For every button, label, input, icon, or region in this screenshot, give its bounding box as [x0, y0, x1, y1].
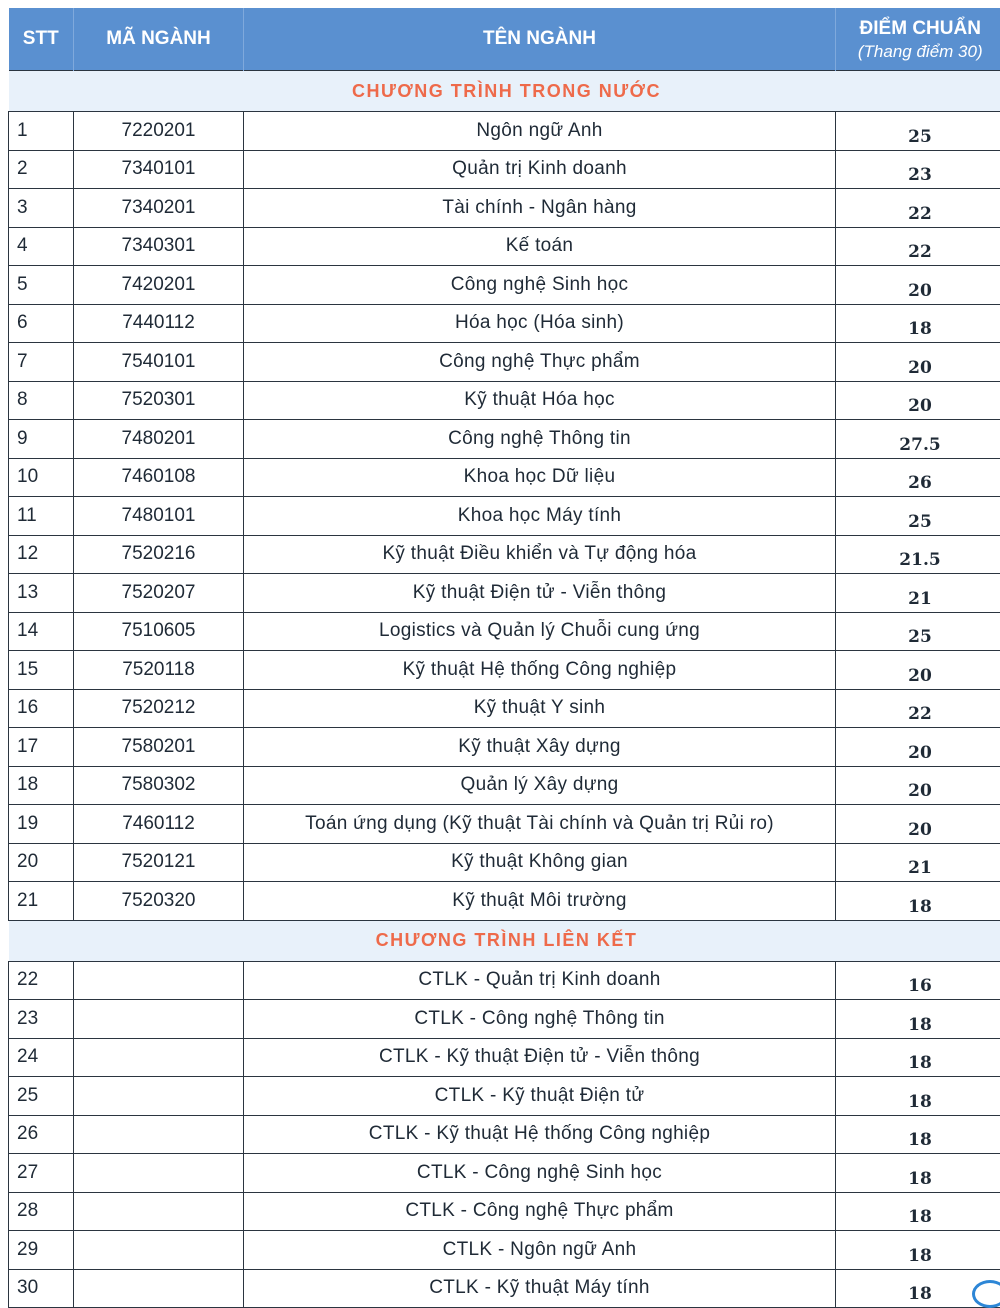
- cell-stt: 14: [9, 612, 74, 651]
- cell-score: 22: [836, 689, 1000, 728]
- cell-code: [74, 1038, 244, 1077]
- cell-name: Quản trị Kinh doanh: [244, 150, 836, 189]
- cell-stt: 29: [9, 1231, 74, 1270]
- cell-score: 18: [836, 1231, 1000, 1270]
- cell-name: Quản lý Xây dựng: [244, 766, 836, 805]
- cell-stt: 3: [9, 189, 74, 228]
- cell-stt: 28: [9, 1192, 74, 1231]
- cell-name: Hóa học (Hóa sinh): [244, 304, 836, 343]
- cell-name: Công nghệ Thực phẩm: [244, 343, 836, 382]
- cell-stt: 10: [9, 458, 74, 497]
- cell-name: Kỹ thuật Y sinh: [244, 689, 836, 728]
- table-header: [9, 8, 1000, 71]
- cell-score: 22: [836, 189, 1000, 228]
- cell-stt: 25: [9, 1077, 74, 1116]
- cell-code: 7520207: [74, 574, 244, 613]
- cell-code: 7480101: [74, 497, 244, 536]
- cell-name: Kỹ thuật Xây dựng: [244, 728, 836, 767]
- cell-stt: 7: [9, 343, 74, 382]
- cell-stt: 30: [9, 1269, 74, 1308]
- cell-name: Kỹ thuật Không gian: [244, 843, 836, 882]
- cell-stt: 22: [9, 961, 74, 1000]
- cell-score: 20: [836, 266, 1000, 305]
- cell-score: 18: [836, 1192, 1000, 1231]
- cell-score: 27.5: [836, 420, 1000, 459]
- cell-name: Kỹ thuật Hệ thống Công nghiệp: [244, 651, 836, 690]
- cell-stt: 19: [9, 805, 74, 844]
- table-row: [9, 1154, 1000, 1193]
- cell-stt: 15: [9, 651, 74, 690]
- section-title: CHƯƠNG TRÌNH LIÊN KẾT: [9, 920, 1000, 961]
- cell-score: 18: [836, 882, 1000, 921]
- table-row: [9, 150, 1000, 189]
- section-title: CHƯƠNG TRÌNH TRONG NƯỚC: [9, 71, 1000, 112]
- table-row: [9, 843, 1000, 882]
- cell-score: 25: [836, 497, 1000, 536]
- cell-score: 20: [836, 381, 1000, 420]
- cell-stt: 2: [9, 150, 74, 189]
- cell-code: 7580201: [74, 728, 244, 767]
- cell-code: 7520301: [74, 381, 244, 420]
- cell-score: 20: [836, 805, 1000, 844]
- header-name: TÊN NGÀNH: [244, 8, 836, 71]
- section-row: [9, 920, 1000, 961]
- cell-code: 7460108: [74, 458, 244, 497]
- cell-name: Kỹ thuật Môi trường: [244, 882, 836, 921]
- cell-code: 7480201: [74, 420, 244, 459]
- cell-code: 7520212: [74, 689, 244, 728]
- cell-score: 18: [836, 1077, 1000, 1116]
- table-row: [9, 458, 1000, 497]
- cell-stt: 18: [9, 766, 74, 805]
- table-row: [9, 189, 1000, 228]
- table-row: [9, 1192, 1000, 1231]
- cell-name: Ngôn ngữ Anh: [244, 112, 836, 151]
- header-score: [836, 8, 1000, 71]
- table-row: [9, 1038, 1000, 1077]
- table-row: [9, 805, 1000, 844]
- score-table-container: [8, 8, 1000, 1308]
- table-row: [9, 574, 1000, 613]
- cell-name: Khoa học Dữ liệu: [244, 458, 836, 497]
- table-row: [9, 1000, 1000, 1039]
- cell-score: 18: [836, 1115, 1000, 1154]
- table-row: [9, 266, 1000, 305]
- table-row: [9, 728, 1000, 767]
- cell-code: [74, 1192, 244, 1231]
- cell-name: CTLK - Kỹ thuật Điện tử: [244, 1077, 836, 1116]
- cell-name: Khoa học Máy tính: [244, 497, 836, 536]
- cell-score: 18: [836, 1154, 1000, 1193]
- table-row: [9, 304, 1000, 343]
- cell-score: 18: [836, 1269, 1000, 1308]
- cell-name: Logistics và Quản lý Chuỗi cung ứng: [244, 612, 836, 651]
- cell-name: CTLK - Ngôn ngữ Anh: [244, 1231, 836, 1270]
- cell-score: 20: [836, 766, 1000, 805]
- table-row: [9, 882, 1000, 921]
- cell-stt: 5: [9, 266, 74, 305]
- cell-name: CTLK - Kỹ thuật Máy tính: [244, 1269, 836, 1308]
- cell-stt: 21: [9, 882, 74, 921]
- cell-score: 23: [836, 150, 1000, 189]
- cell-stt: 26: [9, 1115, 74, 1154]
- table-row: [9, 1077, 1000, 1116]
- cell-stt: 8: [9, 381, 74, 420]
- cell-code: [74, 1000, 244, 1039]
- cell-code: 7460112: [74, 805, 244, 844]
- cell-code: [74, 1269, 244, 1308]
- cell-score: 18: [836, 304, 1000, 343]
- cell-score: 21: [836, 843, 1000, 882]
- cell-name: Kế toán: [244, 227, 836, 266]
- cell-score: 26: [836, 458, 1000, 497]
- cell-score: 21.5: [836, 535, 1000, 574]
- table-row: [9, 343, 1000, 382]
- cell-score: 18: [836, 1000, 1000, 1039]
- cell-name: Tài chính - Ngân hàng: [244, 189, 836, 228]
- table-row: [9, 1269, 1000, 1308]
- cell-code: 7220201: [74, 112, 244, 151]
- table-row: [9, 535, 1000, 574]
- page-corner-mark: [972, 1280, 1000, 1308]
- table-row: [9, 1231, 1000, 1270]
- cell-score: 25: [836, 112, 1000, 151]
- cell-stt: 4: [9, 227, 74, 266]
- cell-code: [74, 1154, 244, 1193]
- table-row: [9, 961, 1000, 1000]
- cell-score: 22: [836, 227, 1000, 266]
- table-row: [9, 381, 1000, 420]
- cell-code: 7520118: [74, 651, 244, 690]
- table-row: [9, 420, 1000, 459]
- cell-stt: 6: [9, 304, 74, 343]
- cell-code: 7520121: [74, 843, 244, 882]
- cell-code: [74, 1231, 244, 1270]
- header-code: MÃ NGÀNH: [74, 8, 244, 71]
- cell-stt: 23: [9, 1000, 74, 1039]
- cell-stt: 24: [9, 1038, 74, 1077]
- cell-stt: 16: [9, 689, 74, 728]
- cell-name: Kỹ thuật Hóa học: [244, 381, 836, 420]
- cell-score: 20: [836, 728, 1000, 767]
- cell-stt: 11: [9, 497, 74, 536]
- table-row: [9, 112, 1000, 151]
- cell-name: CTLK - Công nghệ Thông tin: [244, 1000, 836, 1039]
- cell-name: Công nghệ Thông tin: [244, 420, 836, 459]
- cell-stt: 9: [9, 420, 74, 459]
- cell-name: Toán ứng dụng (Kỹ thuật Tài chính và Quản trị Rủi ro): [244, 805, 836, 844]
- cell-code: 7520320: [74, 882, 244, 921]
- cell-stt: 1: [9, 112, 74, 151]
- table-row: [9, 612, 1000, 651]
- cell-code: 7540101: [74, 343, 244, 382]
- table-row: [9, 1115, 1000, 1154]
- cell-stt: 12: [9, 535, 74, 574]
- header-score-note: (Thang điểm 30): [836, 42, 1000, 62]
- cell-name: CTLK - Công nghệ Thực phẩm: [244, 1192, 836, 1231]
- cell-score: 25: [836, 612, 1000, 651]
- section-row: [9, 71, 1000, 112]
- cell-code: 7340301: [74, 227, 244, 266]
- header-score-label: ĐIỂM CHUẨN: [836, 18, 1000, 40]
- cell-name: CTLK - Kỹ thuật Hệ thống Công nghiệp: [244, 1115, 836, 1154]
- cell-code: [74, 961, 244, 1000]
- cell-score: 16: [836, 961, 1000, 1000]
- cell-score: 18: [836, 1038, 1000, 1077]
- header-stt: STT: [9, 8, 74, 71]
- table-row: [9, 766, 1000, 805]
- cell-code: 7580302: [74, 766, 244, 805]
- table-body: [9, 71, 1000, 1308]
- cell-name: Kỹ thuật Điều khiển và Tự động hóa: [244, 535, 836, 574]
- cell-stt: 13: [9, 574, 74, 613]
- cell-score: 20: [836, 343, 1000, 382]
- cell-code: [74, 1115, 244, 1154]
- table-row: [9, 497, 1000, 536]
- cell-code: [74, 1077, 244, 1116]
- cell-code: 7420201: [74, 266, 244, 305]
- cell-code: 7440112: [74, 304, 244, 343]
- cell-code: 7340101: [74, 150, 244, 189]
- table-row: [9, 651, 1000, 690]
- cell-score: 21: [836, 574, 1000, 613]
- cell-code: 7520216: [74, 535, 244, 574]
- cell-name: CTLK - Quản trị Kinh doanh: [244, 961, 836, 1000]
- cell-score: 20: [836, 651, 1000, 690]
- cell-code: 7510605: [74, 612, 244, 651]
- cell-stt: 17: [9, 728, 74, 767]
- cell-code: 7340201: [74, 189, 244, 228]
- table-row: [9, 689, 1000, 728]
- cell-name: CTLK - Kỹ thuật Điện tử - Viễn thông: [244, 1038, 836, 1077]
- cell-name: CTLK - Công nghệ Sinh học: [244, 1154, 836, 1193]
- table-row: [9, 227, 1000, 266]
- cell-stt: 27: [9, 1154, 74, 1193]
- cell-name: Kỹ thuật Điện tử - Viễn thông: [244, 574, 836, 613]
- cell-name: Công nghệ Sinh học: [244, 266, 836, 305]
- admission-score-table: [8, 8, 1000, 1308]
- cell-stt: 20: [9, 843, 74, 882]
